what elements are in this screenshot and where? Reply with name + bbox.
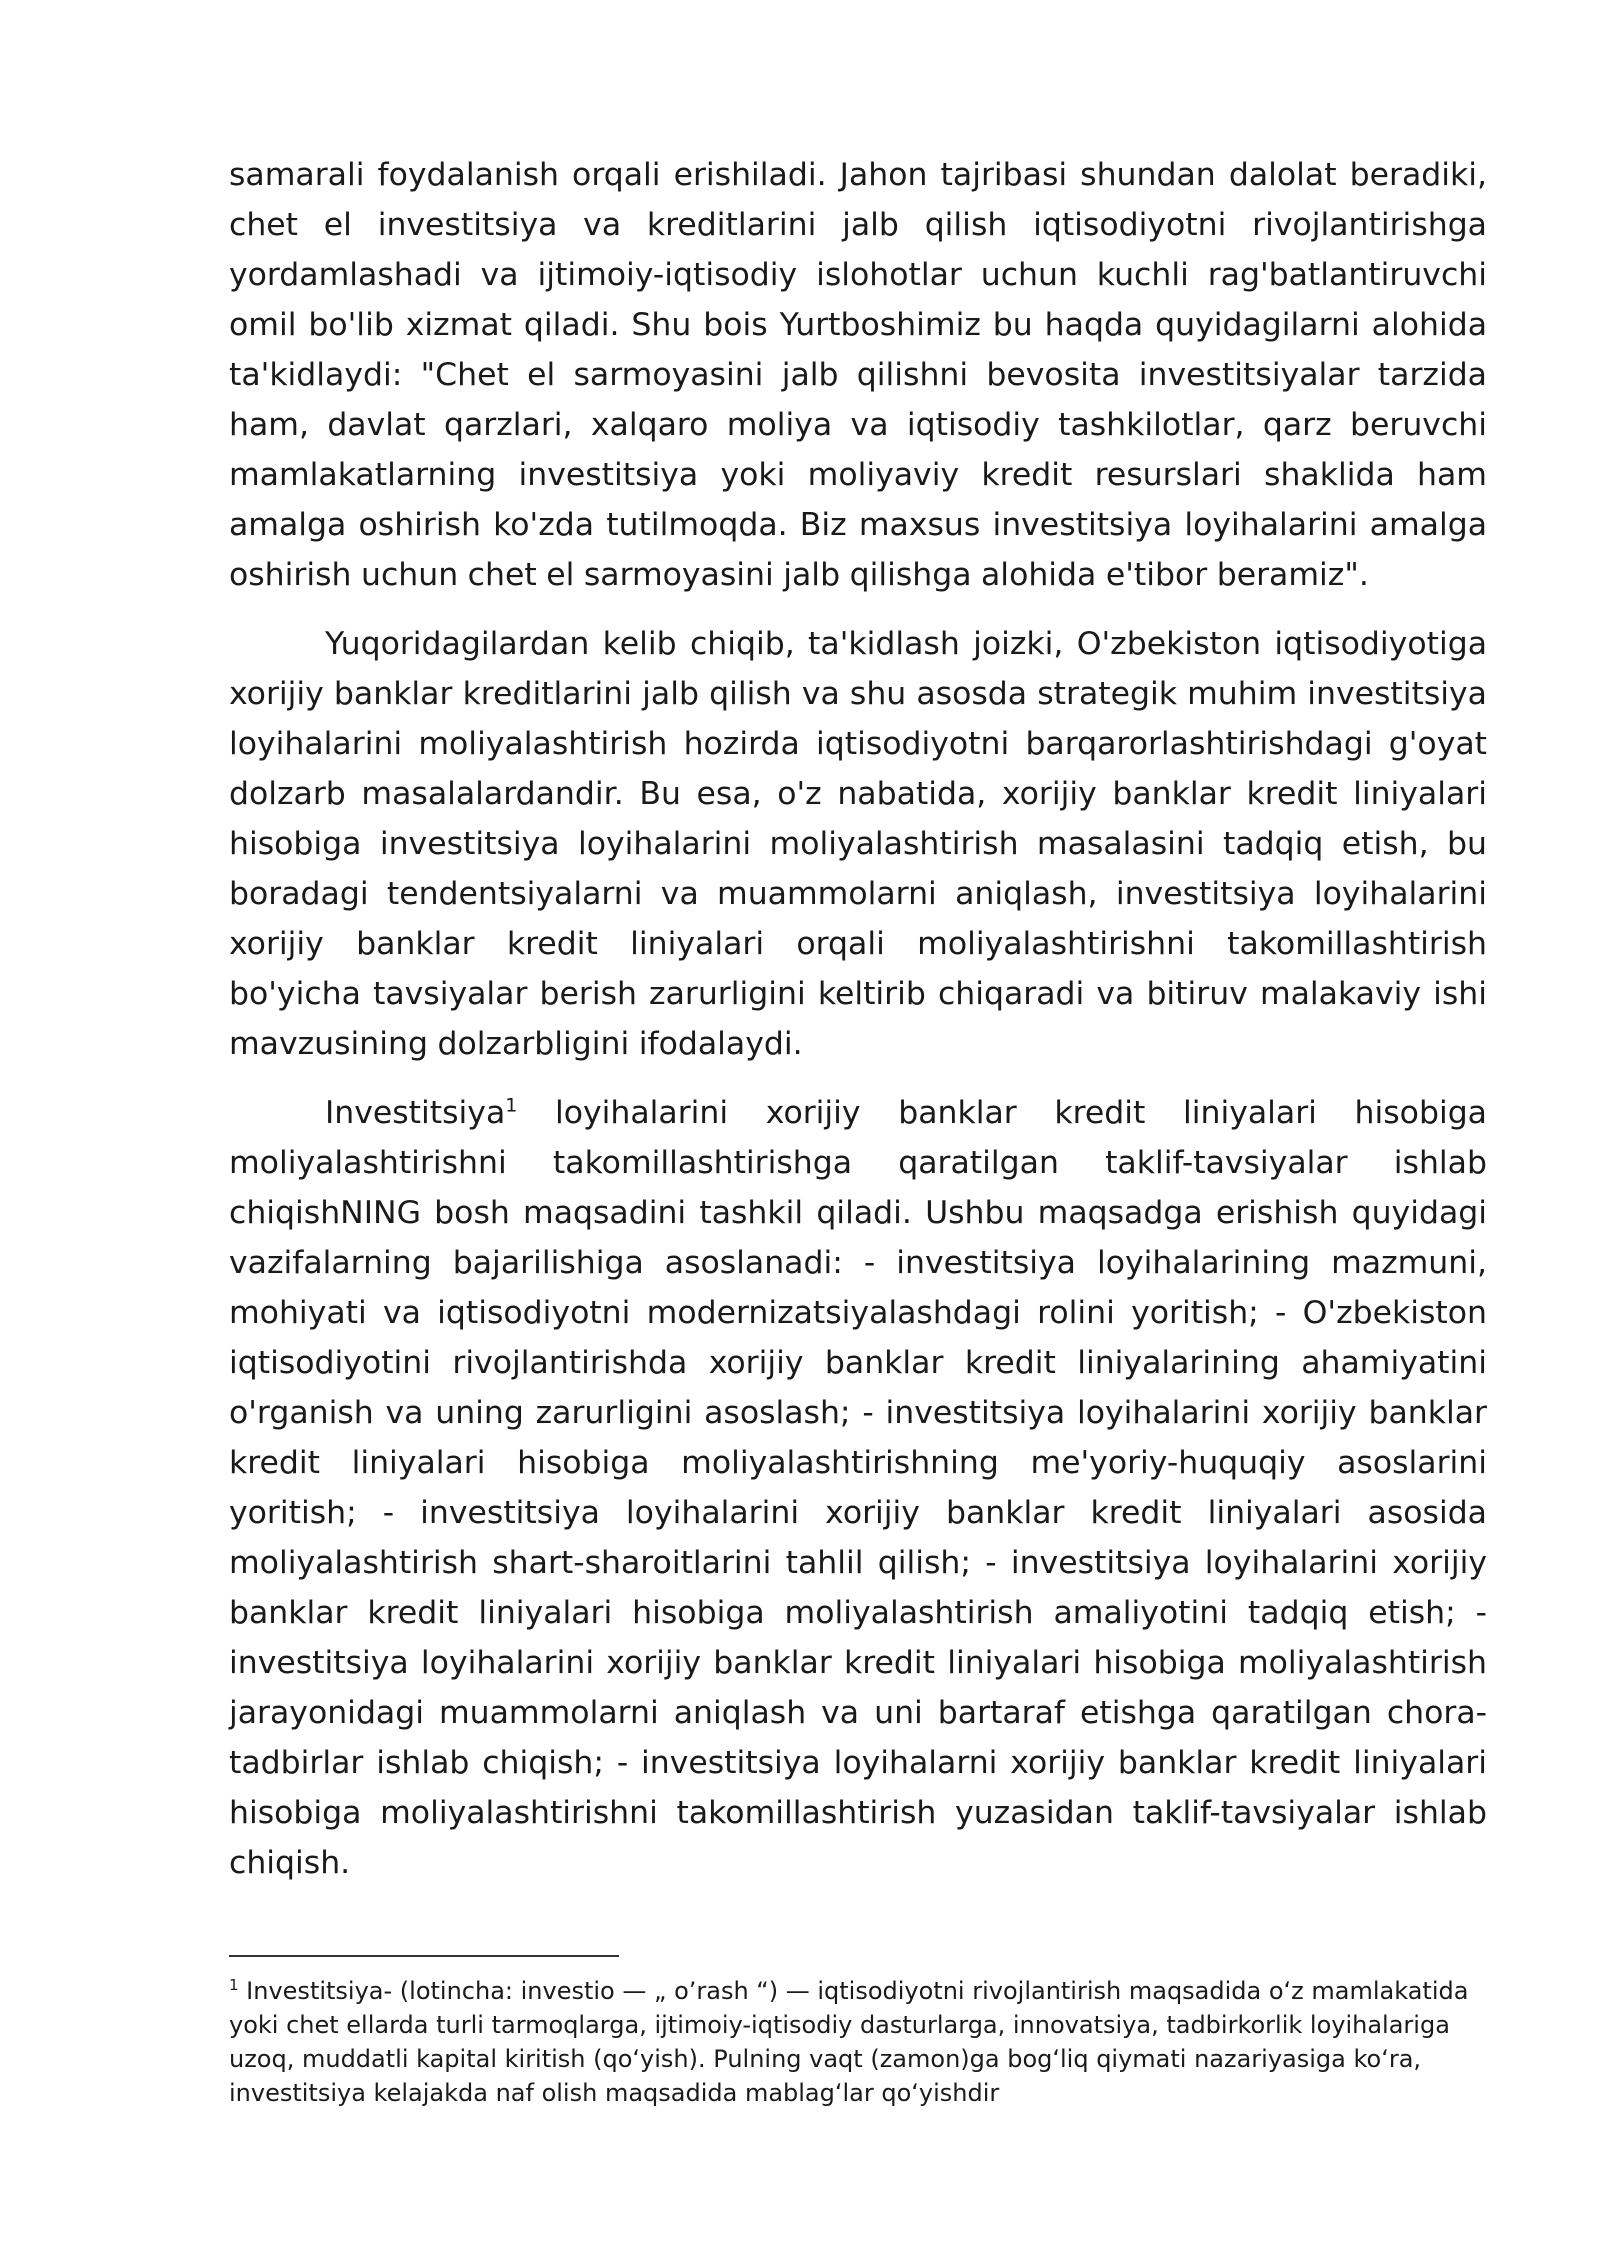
document-body bbox=[229, 150, 1487, 1888]
footnote-reference[interactable]: 1 bbox=[505, 1094, 518, 1117]
paragraph-3 bbox=[229, 1088, 1487, 1888]
paragraph-1: samarali foydalanish orqali erishiladi. Jahon tajribasi shundan dalolat beradiki, chet el investitsiya va kreditlarini jalb qilish iqtisodiyotni rivojlantirishga yordamlashadi va ijtimoiy-iqtisodiy islohotlar uchun kuchli rag'batlantiruvchi omil bo'lib xizmat qiladi. Shu bois Yurtboshimiz bu haqda quyidagilarni alohida ta'kidlaydi: "Chet el sarmoyasini jalb qilishni bevosita investitsiyalar tarzida ham, davlat qarzlari, xalqaro moliya va iqtisodiy tashkilotlar, qarz beruvchi mamlakatlarning investitsiya yoki moliyaviy kredit resurslari shaklida ham amalga oshirish ko'zda tutilmoqda. Biz maxsus investitsiya loyihalarini amalga oshirish uchun chet el sarmoyasini jalb qilishga alohida e'tibor beramiz". bbox=[229, 157, 1487, 593]
paragraph-3-lead: Investitsiya bbox=[325, 1095, 506, 1131]
footnote-text: Investitsiya- (lotincha: investio — „ o’rash “) — iqtisodiyotni rivojlantirish maqsadida oʻz mamlakatida yoki chet ellarda turli tarmoqlarga, ijtimoiy-iqtisodiy dasturlarga, innovatsiya, tadbirkorlik loyihalariga uzoq, muddatli kapital kiritish (qoʻyish). Pulning vaqt (zamon)ga bogʻliq qiymati nazariyasiga koʻra, investitsiya kelajakda naf olish maqsadida mablagʻlar qoʻyishdir bbox=[229, 1977, 1469, 2107]
paragraph-3-text: loyihalarini xorijiy banklar kredit liniyalari hisobiga moliyalashtirishni takomillashtirishga qaratilgan taklif-tavsiyalar ishlab chiqishNING bosh maqsadini tashkil qiladi. Ushbu maqsadga erishish quyidagi vazifalarning bajarilishiga asoslanadi: - investitsiya loyihalarining mazmuni, mohiyati va iqtisodiyotni modernizatsiyalashdagi rolini yoritish; - O'zbekiston iqtisodiyotini rivojlantirishda xorijiy banklar kredit liniyalarining ahamiyatini o'rganish va uning zarurligini asoslash; - investitsiya loyihalarini xorijiy banklar kredit liniyalari hisobiga moliyalashtirishning me'yoriy-huquqiy asoslarini yoritish; - investitsiya loyihalarini xorijiy banklar kredit liniyalari asosida moliyalashtirish shart-sharoitlarini tahlil qilish; - investitsiya loyihalarini xorijiy banklar kredit liniyalari hisobiga moliyalashtirish amaliyotini tadqiq etish; - investitsiya loyihalarini xorijiy banklar kredit liniyalari hisobiga moliyalashtirish jarayonidagi muammolarni aniqlash va uni bartaraf etishga qaratilgan chora-tadbirlar ishlab chiqish; - investitsiya loyihalarni xorijiy banklar kredit liniyalari hisobiga moliyalashtirishni takomillashtirish yuzasidan taklif-tavsiyalar ishlab chiqish. bbox=[229, 1095, 1487, 1881]
footnote bbox=[229, 1974, 1487, 2110]
footnote-mark: 1 bbox=[229, 1976, 239, 1994]
footnote-separator bbox=[229, 1955, 619, 1957]
paragraph-2: Yuqoridagilardan kelib chiqib, ta'kidlash joizki, O'zbekiston iqtisodiyotiga xorijiy banklar kreditlarini jalb qilish va shu asosda strategik muhim investitsiya loyihalarini moliyalashtirish hozirda iqtisodiyotni barqarorlashtirishdagi g'oyat dolzarb masalalardandir. Bu esa, o'z nabatida, xorijiy banklar kredit liniyalari hisobiga investitsiya loyihalarini moliyalashtirish masalasini tadqiq etish, bu boradagi tendentsiyalarni va muammolarni aniqlash, investitsiya loyihalarini xorijiy banklar kredit liniyalari orqali moliyalashtirishni takomillashtirish bo'yicha tavsiyalar berish zarurligini keltirib chiqaradi va bitiruv malakaviy ishi mavzusining dolzarbligini ifodalaydi. bbox=[229, 626, 1487, 1062]
